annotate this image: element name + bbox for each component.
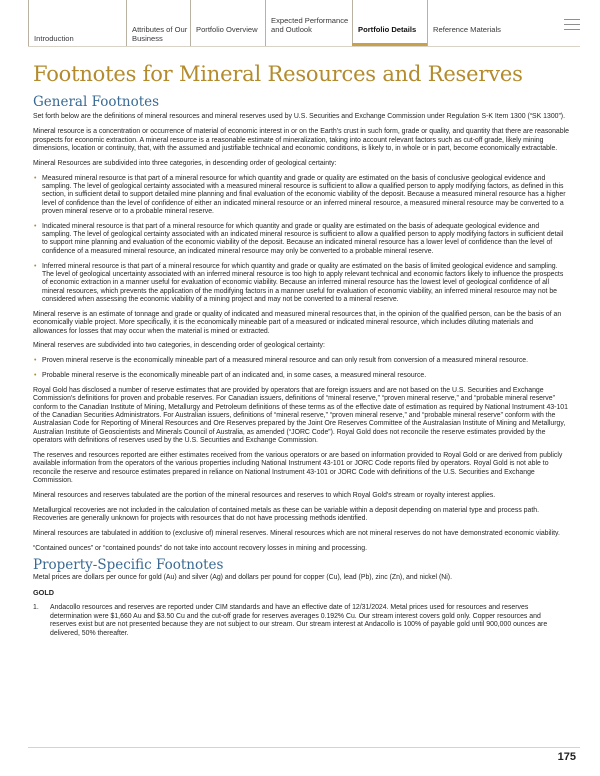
- page-title: Footnotes for Mineral Resources and Reserves: [33, 62, 523, 86]
- nav-tab-expected-performance-and-outlook[interactable]: Expected Performance and Outlook: [265, 0, 352, 46]
- reported-estimates-source: The reserves and resources reported are either estimates received from the various operators or are based on information provided to Royal Gold or are derived from publicly available information from the operators of the various properties including National Instrument 43-101 or JORC Code reports filed by operators. Royal Gold is not able to reconcile the reserve and resource estimates prepared in reliance on National Instrument 43-101 or JORC Code with definitions of the U.S. Securities and Exchange Commission.: [33, 451, 563, 484]
- footer-divider: [28, 747, 580, 748]
- nav-tab-portfolio-details[interactable]: Portfolio Details: [352, 0, 427, 46]
- nav-tab-reference-materials[interactable]: Reference Materials: [427, 0, 503, 46]
- nav-tab-introduction[interactable]: Introduction: [28, 0, 126, 46]
- inferred-resource-item: • Inferred mineral resource is that part of a mineral resource for which quantity and grade or quality are estimated on the basis of limited geological evidence and sampling. The level of geological uncertainty associated with an inferred mineral resource is too high to apply relevant technical and economic factors likely to influence the prospects of economic extraction in a manner useful for evaluation of economic viability. Because an inferred mineral resource has the lowest level of geological confidence of all mineral resources, which prevents the application of the modifying factors in a manner useful for evaluation of economic viability, an inferred mineral resource may not be considered when assessing the economic viability of a mining project and may not be converted to a mineral reserve.: [33, 263, 569, 305]
- gold-subheading: GOLD: [33, 588, 55, 598]
- section-navigation: [28, 0, 580, 46]
- reserve-category-list: [33, 357, 569, 380]
- footnote-number: 1.: [33, 604, 39, 612]
- nav-tab-portfolio-overview[interactable]: Portfolio Overview: [190, 0, 265, 46]
- general-footnotes-heading: General Footnotes: [33, 94, 160, 110]
- hamburger-menu-icon[interactable]: [564, 19, 580, 33]
- mineral-resource-definition: Mineral resource is a concentration or occurrence of material of economic interest in or on the Earth’s crust in such form, grade or quality, and quantity that there are reasonable prospects for economic extraction. A mineral resource is a reasonable estimate of mineralization, taking into account relevant factors such as cut-off grade, likely mining dimensions, location or continuity, that, with the assumed and justifiable technical and economic conditions, is likely to, in whole or in part, become economically extractable.: [33, 128, 569, 152]
- resource-categories-intro: Mineral Resources are subdivided into three categories, in descending order of geological certainty:: [33, 159, 337, 167]
- indicated-resource-item: • Indicated mineral resource is that part of a mineral resource for which quantity and grade or quality are estimated on the basis of adequate geological evidence and sampling. The level of geological certainty associated with an indicated mineral resource is sufficient to allow a qualified person to apply modifying factors in sufficient detail to support mine planning and evaluation of the economic viability of the deposit. Because an indicated mineral resource has a lower level of confidence than the level of confidence of a measured mineral resource, an indicated mineral resource may only be converted to a probable mineral reserve.: [33, 223, 569, 256]
- footnote-text: Andacollo resources and reserves are reported under CIM standards and have an effective date of 12/31/2024. Metal prices used for resources and reserves determination were $1,660 Au and $3.50 Cu and the cut-off grade for reserves averages 0.192% Cu. Our stream interest covers gold only. Copper resources and reserves exist but are not presented because they are not subject to our stream. Our stream interest at Andacollo is 100% of payable gold until 900,000 ounces are delivered, 50% thereafter.: [50, 604, 548, 637]
- property-specific-footnotes-heading: Property-Specific Footnotes: [33, 556, 224, 573]
- footnote-item: [33, 604, 569, 637]
- foreign-issuer-disclosure: Royal Gold has disclosed a number of reserve estimates that are provided by operators that are foreign issuers and are not based on the U.S. Securities and Exchange Commission’s definitions for proven and probable reserves. For Canadian issuers, definitions of “mineral reserve,” “proven mineral reserve,” and “probable mineral reserve” conform to the Canadian Institute of Mining, Metallurgy and Petroleum definitions of these terms as of the effective date of estimation as required by National Instrument 43-101 of the Canadian Securities Administrators. For Australian issuers, definitions of “mineral reserve,” “proven mineral reserve,” and “probable mineral reserve” conform with the Australasian Code for Reporting of Mineral Resources and Ore Reserves prepared by the Joint Ore Reserves Committee of the Australasian Institute of Mining and Metallurgy, Australian Institute of Geoscientists and Minerals Council of Australia, as amended (“JORC Code”). Royal Gold does not reconcile the reserve estimates provided by the operators with definitions of reserves used by the U.S. Securities and Exchange Commission.: [33, 386, 568, 444]
- page-number: 175: [557, 751, 576, 763]
- exclusive-resources-note: Mineral resources are tabulated in addition to (exclusive of) mineral reserves. Mineral resources which are not mineral reserves do not have demonstrated economic viability.: [33, 529, 560, 537]
- header-divider: [28, 46, 580, 47]
- metallurgical-recoveries-note: Metallurgical recoveries are not included in the calculation of contained metals as these can be variable within a deposit depending on material type and process path. Recoveries are generally unknown for projects with resources that do not have processing methods identified.: [33, 506, 540, 522]
- mineral-reserve-definition: Mineral reserve is an estimate of tonnage and grade or quality of indicated and measured mineral resources that, in the opinion of the qualified person, can be the basis of an economically viable project. More specifically, it is the economically mineable part of a measured or indicated mineral resource, which includes diluting materials and allowances for losses that may occur when the material is mined or extracted.: [33, 310, 562, 335]
- proven-reserve-item: • Proven mineral reserve is the economically mineable part of a measured mineral resource and can only result from conversion of a measured mineral resource.: [33, 357, 569, 365]
- tabulated-portion-note: Mineral resources and reserves tabulated are the portion of the mineral resources and reserves to which Royal Gold’s stream or royalty interest applies.: [33, 491, 496, 499]
- measured-resource-item: • Measured mineral resource is that part of a mineral resource for which quantity and grade or quality are estimated on the basis of conclusive geological evidence and sampling. The level of geological certainty associated with a measured mineral resource is sufficient to allow a qualified person to apply modifying factors, as defined in this section, in sufficient detail to support detailed mine planning and final evaluation of the economic viability of the deposit. Because a measured mineral resource has a higher level of confidence than the level of confidence of either an indicated mineral resource or an inferred mineral resource, a measured mineral resource may be converted to a proven mineral reserve or to a probable mineral reserve.: [33, 175, 569, 217]
- contained-ounces-note: “Contained ounces” or “contained pounds” do not take into account recovery losses in mining and processing.: [33, 544, 368, 552]
- nav-tab-attributes-of-our-business[interactable]: Attributes of Our Business: [126, 0, 190, 46]
- resource-category-list: [33, 175, 569, 305]
- reserve-categories-intro: Mineral reserves are subdivided into two categories, in descending order of geological certainty:: [33, 342, 325, 350]
- footnotes-content: [33, 94, 569, 638]
- probable-reserve-item: • Probable mineral reserve is the economically mineable part of an indicated and, in some cases, a measured mineral resource.: [33, 372, 569, 380]
- general-intro: Set forth below are the definitions of mineral resources and mineral reserves used by U.S. Securities and Exchange Commission under Regulation S-K Item 1300 (“SK 1300”).: [33, 113, 565, 121]
- metal-prices-note: Metal prices are dollars per ounce for gold (Au) and silver (Ag) and dollars per pound for copper (Cu), lead (Pb), zinc (Zn), and nickel (Ni).: [33, 574, 452, 582]
